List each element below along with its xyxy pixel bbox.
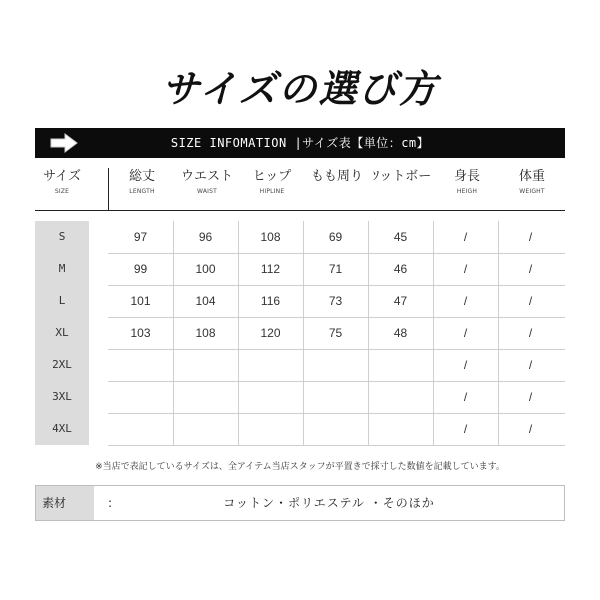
material-colon: : [108,496,113,510]
table-cell [303,381,368,413]
table-cell [368,381,433,413]
table-cell: 75 [328,326,343,340]
table-cell [108,381,173,413]
table-cell [368,413,433,445]
table-cell: 120 [260,326,281,340]
table-cell [368,349,433,381]
table-cell: 104 [195,294,216,308]
table-cell: 48 [393,326,408,340]
size-label: 3XL [52,390,72,403]
table-cell: 116 [260,294,281,308]
table-cell: / [528,326,533,340]
table-cell [238,381,303,413]
header-divider [108,168,109,210]
table-cell [108,413,173,445]
size-label: XL [55,326,69,339]
header-hem: ｿットボー [372,169,432,184]
table-cell: / [528,390,533,404]
header-hip: ヒップ HIPLINE [252,169,292,195]
table-cell: 46 [393,262,408,276]
table-cell: / [528,422,533,436]
material-value: コットン・ポリエステル ・そのほか [223,496,435,510]
table-cell: 112 [260,262,281,276]
table-cell: 108 [260,230,281,244]
header-height: 身長 HEIGH [453,169,480,195]
header-size: サイズ SIZE [43,169,81,195]
header-waist: ウエスト WAIST [180,169,233,195]
row-divider [108,445,565,446]
size-label: S [58,230,66,243]
measurement-note: ※当店で表記しているサイズは、全アイテム当店スタッフが平置きで採寸した数値を記載しています。 [95,462,505,472]
table-cell: / [463,390,468,404]
table-cell: 96 [198,230,213,244]
banner-text: SIZE INFOMATION |サイズ表【単位：cm】 [170,136,430,150]
table-cell: 47 [393,294,408,308]
table-cell: / [463,326,468,340]
table-cell: / [463,422,468,436]
table-cell: / [463,230,468,244]
table-cell: 100 [195,262,216,276]
size-label: L [58,294,66,307]
table-cell: 69 [328,230,343,244]
table-cell: 71 [328,262,343,276]
table-cell: / [528,230,533,244]
size-label: M [58,262,66,275]
table-cell: 73 [328,294,343,308]
material-label: 素材 [36,486,94,520]
header-rule [35,210,565,211]
table-cell: 101 [130,294,151,308]
table-cell: / [528,294,533,308]
table-cell: 45 [393,230,408,244]
table-cell [303,413,368,445]
table-cell: 97 [133,230,148,244]
table-cell: / [528,262,533,276]
table-cell [173,413,238,445]
size-label: 4XL [52,422,72,435]
table-cell [238,413,303,445]
table-cell: / [463,358,468,372]
table-cell [173,349,238,381]
header-weight: 体重 WEIGHT [518,169,545,195]
table-cell [303,349,368,381]
table-cell [173,381,238,413]
table-cell: / [463,262,468,276]
header-length: 総丈 LENGTH [128,169,155,195]
table-cell [238,349,303,381]
material-box [35,485,565,521]
page-title: サイズの選び方 [161,67,439,111]
header-thigh: もも周り [310,169,363,184]
table-cell [108,349,173,381]
table-cell: 99 [133,262,148,276]
size-label: 2XL [52,358,72,371]
table-cell: 108 [195,326,216,340]
table-cell: / [463,294,468,308]
table-cell: 103 [130,326,151,340]
size-info-banner [35,128,565,158]
table-cell: / [528,358,533,372]
